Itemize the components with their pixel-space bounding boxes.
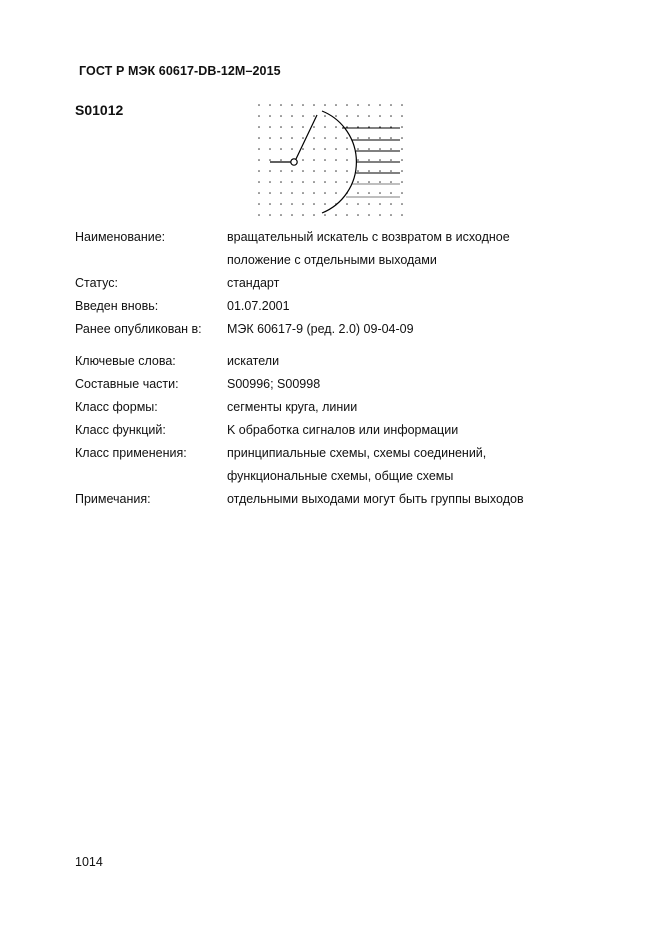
grid-dot — [346, 159, 348, 161]
property-row-application-class — [75, 442, 615, 488]
properties-table — [75, 226, 615, 511]
grid-dot — [324, 104, 326, 106]
grid-dot — [269, 126, 271, 128]
grid-dot — [302, 181, 304, 183]
grid-dot — [357, 192, 359, 194]
grid-dot — [390, 115, 392, 117]
grid-dot — [269, 159, 271, 161]
grid-dot — [390, 159, 392, 161]
notes-value-text: отдельными выходами могут быть группы выходов — [227, 492, 524, 506]
grid-dot — [313, 137, 315, 139]
grid-dot — [324, 115, 326, 117]
grid-dot — [357, 214, 359, 216]
grid-dot — [291, 148, 293, 150]
grid-dot — [280, 137, 282, 139]
dot-grid — [258, 104, 403, 216]
pivot-circle — [291, 159, 297, 165]
grid-dot — [346, 181, 348, 183]
grid-dot — [324, 148, 326, 150]
grid-dot — [357, 148, 359, 150]
grid-dot — [280, 203, 282, 205]
grid-dot — [335, 126, 337, 128]
grid-dot — [335, 170, 337, 172]
grid-dot — [368, 159, 370, 161]
grid-dot — [401, 115, 403, 117]
grid-dot — [401, 137, 403, 139]
grid-dot — [302, 192, 304, 194]
grid-dot — [368, 148, 370, 150]
grid-dot — [313, 148, 315, 150]
grid-dot — [357, 104, 359, 106]
grid-dot — [379, 115, 381, 117]
status-value — [227, 272, 615, 295]
grid-dot — [258, 148, 260, 150]
grid-dot — [302, 104, 304, 106]
grid-dot — [401, 104, 403, 106]
previously-label: Ранее опубликован в: — [75, 322, 202, 336]
grid-dot — [346, 214, 348, 216]
grid-dot — [401, 159, 403, 161]
grid-dot — [401, 181, 403, 183]
grid-dot — [346, 203, 348, 205]
property-row-status — [75, 272, 615, 295]
grid-dot — [346, 104, 348, 106]
grid-dot — [291, 170, 293, 172]
wiper-arm — [296, 115, 317, 159]
property-row-name — [75, 226, 615, 272]
grid-dot — [302, 203, 304, 205]
grid-dot — [335, 214, 337, 216]
grid-dot — [390, 170, 392, 172]
grid-dot — [390, 192, 392, 194]
introduced-value-text: 01.07.2001 — [227, 299, 290, 313]
grid-dot — [368, 181, 370, 183]
application-class-label: Класс применения: — [75, 446, 187, 460]
grid-dot — [269, 137, 271, 139]
symbol-figure — [250, 98, 420, 233]
grid-dot — [379, 203, 381, 205]
parts-value — [227, 373, 615, 396]
grid-dot — [335, 159, 337, 161]
grid-dot — [390, 104, 392, 106]
grid-dot — [291, 104, 293, 106]
shape-class-label: Класс формы: — [75, 400, 158, 414]
property-row-parts — [75, 373, 615, 396]
grid-dot — [302, 137, 304, 139]
application-class-value-line1: принципиальные схемы, схемы соединений, — [227, 446, 487, 460]
grid-dot — [280, 181, 282, 183]
grid-dot — [258, 170, 260, 172]
page-header: ГОСТ Р МЭК 60617-DB-12M–2015 — [79, 64, 281, 78]
section-gap — [75, 341, 615, 350]
symbol-id: S01012 — [75, 102, 124, 118]
grid-dot — [346, 137, 348, 139]
grid-dot — [390, 148, 392, 150]
grid-dot — [390, 214, 392, 216]
grid-dot — [313, 115, 315, 117]
property-row-notes — [75, 488, 615, 511]
grid-dot — [335, 137, 337, 139]
rotary-selector-symbol — [250, 98, 420, 228]
grid-dot — [258, 104, 260, 106]
keywords-value — [227, 350, 615, 373]
grid-dot — [335, 115, 337, 117]
name-value-line1: вращательный искатель с возвратом в исходное — [227, 230, 510, 244]
property-row-keywords — [75, 350, 615, 373]
grid-dot — [357, 137, 359, 139]
grid-dot — [313, 192, 315, 194]
grid-dot — [313, 170, 315, 172]
grid-dot — [291, 203, 293, 205]
keywords-value-text: искатели — [227, 354, 280, 368]
grid-dot — [280, 159, 282, 161]
grid-dot — [269, 104, 271, 106]
property-row-previously — [75, 318, 615, 341]
application-class-value — [227, 442, 615, 488]
grid-dot — [390, 203, 392, 205]
grid-dot — [324, 214, 326, 216]
introduced-value — [227, 295, 615, 318]
grid-dot — [302, 115, 304, 117]
grid-dot — [291, 115, 293, 117]
notes-value — [227, 488, 615, 511]
introduced-label: Введен вновь: — [75, 299, 159, 313]
grid-dot — [291, 192, 293, 194]
property-row-introduced — [75, 295, 615, 318]
grid-dot — [357, 115, 359, 117]
grid-dot — [324, 170, 326, 172]
grid-dot — [357, 181, 359, 183]
grid-dot — [280, 126, 282, 128]
grid-dot — [324, 137, 326, 139]
property-row-function-class — [75, 419, 615, 442]
grid-dot — [401, 203, 403, 205]
name-label: Наименование: — [75, 230, 166, 244]
status-value-text: стандарт — [227, 276, 280, 290]
grid-dot — [313, 214, 315, 216]
grid-dot — [379, 170, 381, 172]
grid-dot — [368, 137, 370, 139]
grid-dot — [401, 170, 403, 172]
grid-dot — [280, 115, 282, 117]
grid-dot — [313, 203, 315, 205]
grid-dot — [269, 192, 271, 194]
grid-dot — [368, 104, 370, 106]
grid-dot — [313, 159, 315, 161]
grid-dot — [357, 203, 359, 205]
grid-dot — [357, 159, 359, 161]
grid-dot — [379, 148, 381, 150]
grid-dot — [269, 203, 271, 205]
grid-dot — [313, 104, 315, 106]
page-number: 1014 — [75, 855, 103, 869]
previously-value — [227, 318, 615, 341]
grid-dot — [379, 159, 381, 161]
previously-value-text: МЭК 60617-9 (ред. 2.0) 09-04-09 — [227, 322, 414, 336]
grid-dot — [346, 115, 348, 117]
grid-dot — [302, 159, 304, 161]
grid-dot — [368, 214, 370, 216]
grid-dot — [401, 126, 403, 128]
grid-dot — [258, 115, 260, 117]
grid-dot — [280, 148, 282, 150]
grid-dot — [258, 203, 260, 205]
grid-dot — [258, 137, 260, 139]
application-class-value-line2: функциональные схемы, общие схемы — [227, 469, 454, 483]
grid-dot — [401, 214, 403, 216]
grid-dot — [335, 181, 337, 183]
function-class-label: Класс функций: — [75, 423, 166, 437]
grid-dot — [258, 126, 260, 128]
grid-dot — [258, 181, 260, 183]
grid-dot — [258, 192, 260, 194]
name-value — [227, 226, 615, 272]
grid-dot — [368, 203, 370, 205]
grid-dot — [401, 148, 403, 150]
grid-dot — [346, 170, 348, 172]
grid-dot — [324, 126, 326, 128]
grid-dot — [379, 104, 381, 106]
grid-dot — [302, 148, 304, 150]
grid-dot — [335, 104, 337, 106]
grid-dot — [313, 181, 315, 183]
grid-dot — [269, 181, 271, 183]
function-class-value — [227, 419, 615, 442]
grid-dot — [302, 126, 304, 128]
grid-dot — [324, 181, 326, 183]
grid-dot — [379, 137, 381, 139]
keywords-label: Ключевые слова: — [75, 354, 176, 368]
grid-dot — [390, 137, 392, 139]
contact-arc — [322, 111, 356, 213]
grid-dot — [324, 192, 326, 194]
grid-dot — [280, 214, 282, 216]
grid-dot — [302, 214, 304, 216]
grid-dot — [346, 148, 348, 150]
grid-dot — [258, 159, 260, 161]
grid-dot — [280, 170, 282, 172]
grid-dot — [291, 137, 293, 139]
grid-dot — [368, 170, 370, 172]
grid-dot — [368, 115, 370, 117]
grid-dot — [258, 214, 260, 216]
grid-dot — [269, 214, 271, 216]
grid-dot — [269, 115, 271, 117]
grid-dot — [379, 214, 381, 216]
grid-dot — [280, 104, 282, 106]
grid-dot — [357, 170, 359, 172]
grid-dot — [313, 126, 315, 128]
shape-class-value — [227, 396, 615, 419]
grid-dot — [291, 181, 293, 183]
grid-dot — [335, 148, 337, 150]
grid-dot — [379, 192, 381, 194]
grid-dot — [368, 192, 370, 194]
property-row-shape-class — [75, 396, 615, 419]
grid-dot — [280, 192, 282, 194]
selector-drawing — [270, 111, 400, 213]
status-label: Статус: — [75, 276, 118, 290]
grid-dot — [324, 159, 326, 161]
shape-class-value-text: сегменты круга, линии — [227, 400, 358, 414]
parts-label: Составные части: — [75, 377, 179, 391]
grid-dot — [291, 214, 293, 216]
grid-dot — [335, 192, 337, 194]
grid-dot — [291, 126, 293, 128]
grid-dot — [302, 170, 304, 172]
grid-dot — [401, 192, 403, 194]
grid-dot — [379, 181, 381, 183]
grid-dot — [269, 170, 271, 172]
parts-value-text: S00996; S00998 — [227, 377, 321, 391]
notes-label: Примечания: — [75, 492, 151, 506]
name-value-line2: положение с отдельными выходами — [227, 253, 437, 267]
grid-dot — [269, 148, 271, 150]
grid-dot — [390, 181, 392, 183]
function-class-value-text: K обработка сигналов или информации — [227, 423, 459, 437]
grid-dot — [324, 203, 326, 205]
